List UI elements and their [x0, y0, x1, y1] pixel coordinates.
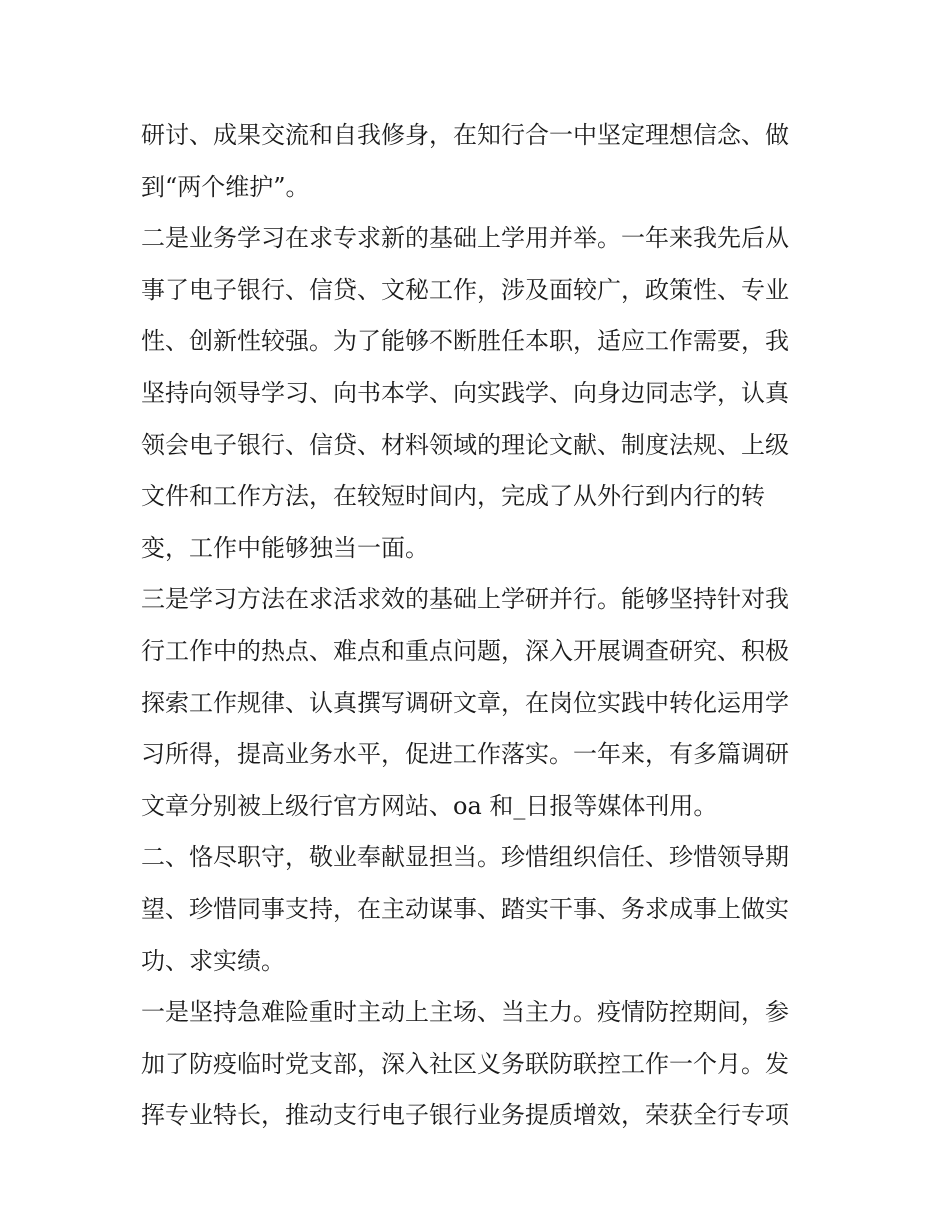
text-line: 事了电子银行、信贷、文秘工作，涉及面较广，政策性、专业 [141, 275, 789, 304]
text-line: 坚持向领导学习、向书本学、向实践学、向身边同志学，认真 [141, 378, 789, 407]
text-line: 一是坚持急难险重时主动上主场、当主力。疫情防控期间，参 [141, 998, 789, 1027]
text-line: 文章分别被上级行官方网站、oa 和_日报等媒体刊用。 [141, 791, 718, 820]
text-line: 探索工作规律、认真撰写调研文章，在岗位实践中转化运用学 [141, 688, 789, 717]
text-line: 研讨、成果交流和自我修身，在知行合一中坚定理想信念、做 [141, 121, 789, 149]
text-line: 三是学习方法在求活求效的基础上学研并行。能够坚持针对我 [141, 585, 789, 614]
text-line: 领会电子银行、信贷、材料领域的理论文献、制度法规、上级 [141, 430, 789, 459]
text-line: 望、珍惜同事支持，在主动谋事、踏实干事、务求成事上做实 [141, 894, 789, 923]
document-body [141, 110, 831, 1142]
text-line: 到“两个维护”。 [141, 172, 310, 201]
text-line: 功、求实绩。 [141, 946, 285, 975]
text-line: 加了防疫临时党支部，深入社区义务联防联控工作一个月。发 [141, 1049, 789, 1078]
text-line: 二是业务学习在求专求新的基础上学用并举。一年来我先后从 [141, 224, 789, 253]
text-line: 变，工作中能够独当一面。 [141, 533, 429, 562]
text-line: 文件和工作方法，在较短时间内，完成了从外行到内行的转 [141, 482, 765, 511]
text-line: 行工作中的热点、难点和重点问题，深入开展调查研究、积极 [141, 636, 789, 665]
text-line: 性、创新性较强。为了能够不断胜任本职，适应工作需要，我 [141, 327, 789, 356]
text-line: 二、恪尽职守，敬业奉献显担当。珍惜组织信任、珍惜领导期 [141, 843, 789, 872]
text-line: 挥专业特长，推动支行电子银行业务提质增效，荣获全行专项 [141, 1101, 789, 1130]
text-line: 习所得，提高业务水平，促进工作落实。一年来，有多篇调研 [141, 740, 789, 769]
